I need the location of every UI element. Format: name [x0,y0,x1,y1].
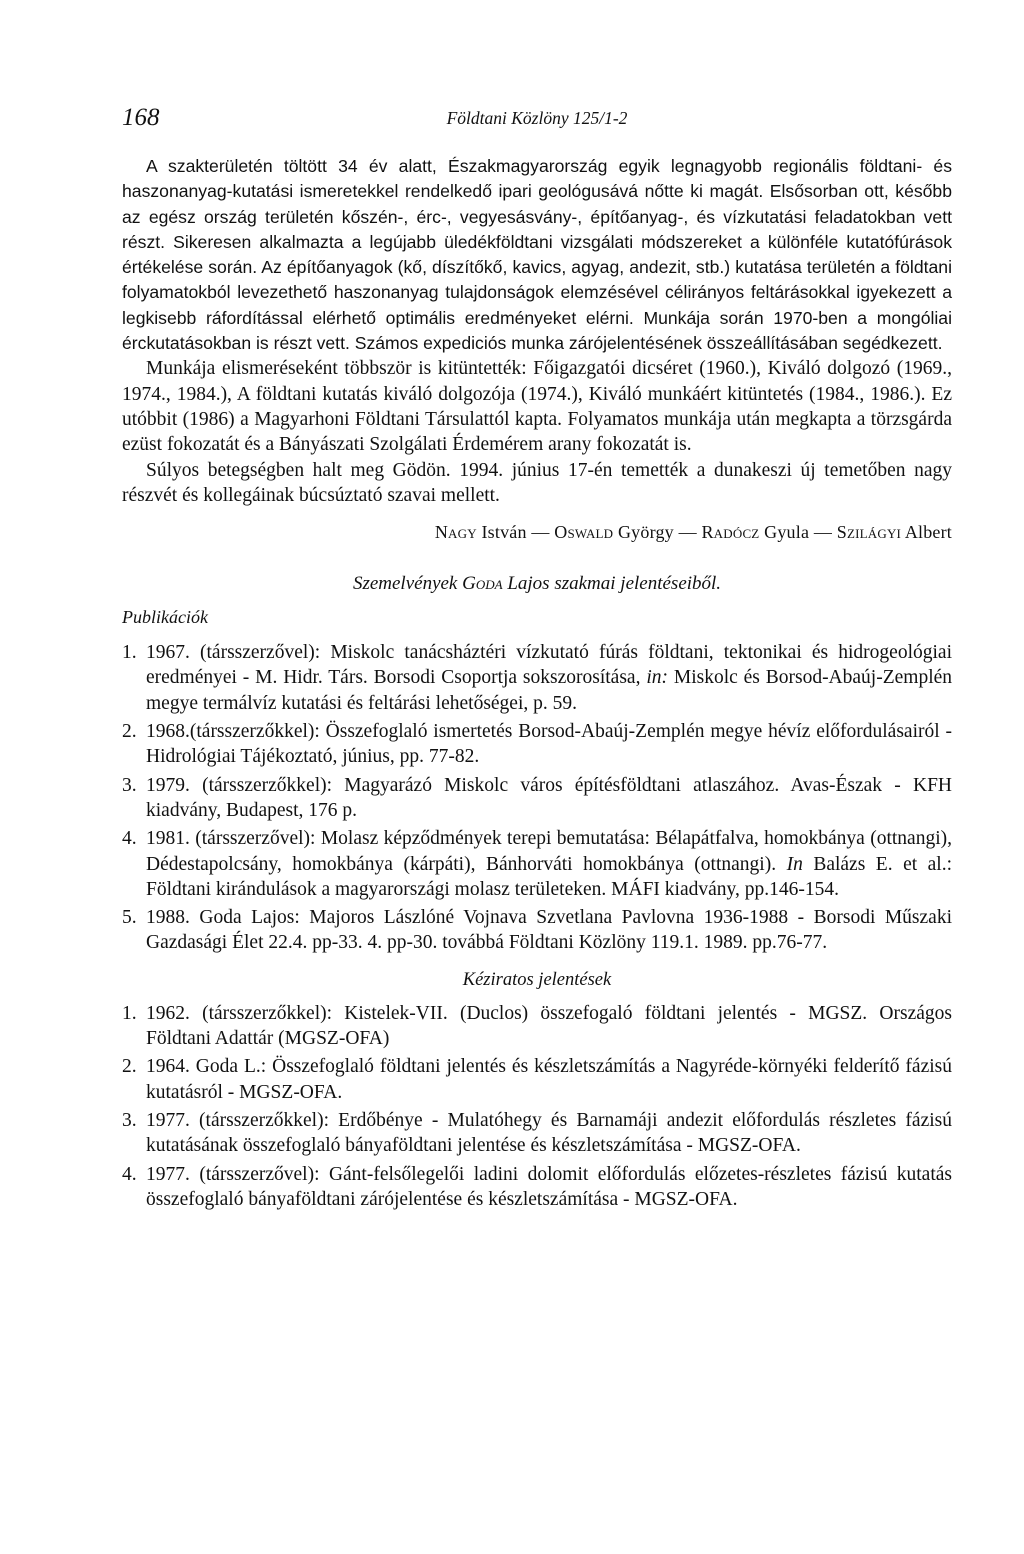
signature-separator: — [813,522,833,543]
publications-heading: Publikációk [122,607,208,628]
list-item [122,1001,952,1052]
item-text: 1964. Goda L.: Összefoglaló földtani jelentés és készletszámítás a Nagyréde-környéki felderítő fázisú kutatásról - MGSZ-OFA. [146,1056,952,1103]
section-title [122,573,952,595]
item-text: 1988. Goda Lajos: Majoros Lászlóné Vojnava Szvetlana Pavlovna 1936-1988 - Borsodi Műszaki Gazdasági Élet 22.4. pp-33. 4. pp-30. továbbá Földtani Közlöny 119.1. 1989. pp.76-77. [146,907,952,954]
manuscripts-list [122,1001,952,1212]
section-title-post: Lajos szakmai jelentéseiből. [507,573,722,595]
list-item [122,1054,952,1105]
page-header [122,104,952,134]
list-item [122,719,952,770]
signature-separator: — [531,522,550,543]
item-text: 1968.(társszerzőkkel): Összefoglaló ismertetés Borsod-Abaúj-Zemplén megye hévíz előfordulásairól - Hidrológiai Tájékoztató, június, pp. 77-82. [146,721,952,768]
author-given-name: Gyula [764,522,810,543]
author-surname: Radócz [701,522,760,543]
item-number: 1. [122,1002,137,1024]
publications-list [122,640,952,956]
author-given-name: Albert [904,522,952,543]
author-signatures [122,522,952,543]
section-title-name: Goda [462,573,503,595]
item-text-rest: Miskolc és Borsod-Abaúj-Zemplén megye termálvíz kutatási és feltárási lehetőségei, p. 59. [146,667,953,714]
item-number: 2. [122,721,137,743]
list-item [122,1108,952,1159]
item-text: 1981. (társszerzővel): Molasz képződmények terepi bemutatása: Bélapátfalva, homokbánya (ottnangi), Dédestapolcsány, homokbánya (kárpáti), Bánhorváti homokbánya (ottnangi). [146,828,952,875]
item-text: 1977. (társszerzőkkel): Erdőbénye - Mulatóhegy és Barnamáji andezit előfordulás részletes fázisú kutatásának összefoglaló bányaföldtani jelentése és készletszámítása - MGSZ-OFA. [146,1109,952,1157]
item-number: 3. [122,1109,137,1131]
signature-separator: — [678,522,697,543]
manuscripts-heading: Kéziratos jelentések [462,969,612,990]
section-title-pre: Szemelvények [352,573,458,595]
item-text: 1977. (társszerzővel): Gánt-felsőlegelői ladini dolomit előfordulás előzetes-részletes fázisú kutatás összefoglaló bányaföldtani zárójelentése és készletszámítása - MGSZ-OFA. [146,1163,952,1210]
author-surname: Szilágyi [836,522,902,543]
list-item [122,1162,952,1213]
article-body [122,154,952,1215]
item-italic: in: [646,667,668,689]
item-text-rest: Balázs E. et al.: Földtani kirándulások a magyarországi molasz területeken. MÁFI kiadvány, pp.146-154. [146,853,953,900]
body-paragraph: A szakterületén töltött 34 év alatt, Északmagyarország egyik legnagyobb regionális földtani- és haszonanyag-kutatási ismeretekkel rendelkedő ipari geológusává nőtte ki magát. Elsősorban ott, később az egész ország területén kőszén-, érc-, vegyesásvány-, építőanyag-, és vízkutatási feladatokban vett részt. Sikeresen alkalmazta a legújabb üledékföldtani vizsgálati módszereket a különféle kutatófúrások értékelése során. Az építőanyagok (kő, díszítőkő, kavics, agyag, andezit, stb.) kutatása területén a földtani folyamatokból levezethető haszonanyag tulajdonságok elemzésével célirányos feltárásokkal igyekezett a legkisebb ráfordítással elérhető optimális eredményeket elérni. Munkája során 1970-ben a mongóliai érckutatásokban is részt vett. Számos expediciós munka zárójelentésének összeállításában segédkezett. [122,156,952,354]
running-title: Földtani Közlöny 125/1-2 [446,108,628,128]
body-paragraph: Súlyos betegségben halt meg Gödön. 1994. június 17-én temették a dunakeszi új temetőben nagy részvét és kollegáinak búcsúztató szavai mellett. [122,459,952,506]
item-number: 3. [122,774,137,796]
item-number: 4. [122,1163,137,1185]
item-italic: In [786,853,803,875]
body-paragraph: Munkája elismeréseként többször is kitüntették: Főigazgatói dicséret (1960.), Kiváló dolgozó (1969., 1974., 1984.), A földtani kutatás kiváló dolgozója (1974.), Kiváló munkáért kitüntetés (1984., 1986.). Ez utóbbit (1986) a Magyarhoni Földtani Társulattól kapta. Folyamatos munkája után megkapta a törzsgárda ezüst fokozatát és a Bányászati Szolgálati Érdemérem arany fokozatát is. [122,358,952,456]
item-number: 1. [122,642,137,664]
author-surname: Oswald [554,522,614,543]
author-surname: Nagy [434,522,477,543]
item-text: 1962. (társszerzőkkel): Kistelek-VII. (Duclos) összefogaló földtani jelentés - MGSZ. Országos Földtani Adattár (MGSZ-OFA) [146,1002,952,1050]
list-item [122,826,952,902]
list-item [122,905,952,956]
list-item [122,773,952,824]
item-number: 4. [122,828,137,850]
item-text: 1979. (társszerzőkkel): Magyarázó Miskolc város építésföldtani atlaszához. Avas-Észak - KFH kiadvány, Budapest, 176 p. [146,774,952,821]
item-text: 1967. (társszerzővel): Miskolc tanácsháztéri vízkutató fúrás földtani, tektonikai és hidrogeológiai eredményei - M. Hidr. Társ. Borsodi Csoportja sokszorosítása, [146,642,952,689]
list-item [122,640,952,716]
author-given-name: György [617,522,674,543]
author-given-name: István [481,522,527,543]
item-number: 2. [122,1056,137,1078]
item-number: 5. [122,907,137,929]
page-number: 168 [122,104,160,131]
